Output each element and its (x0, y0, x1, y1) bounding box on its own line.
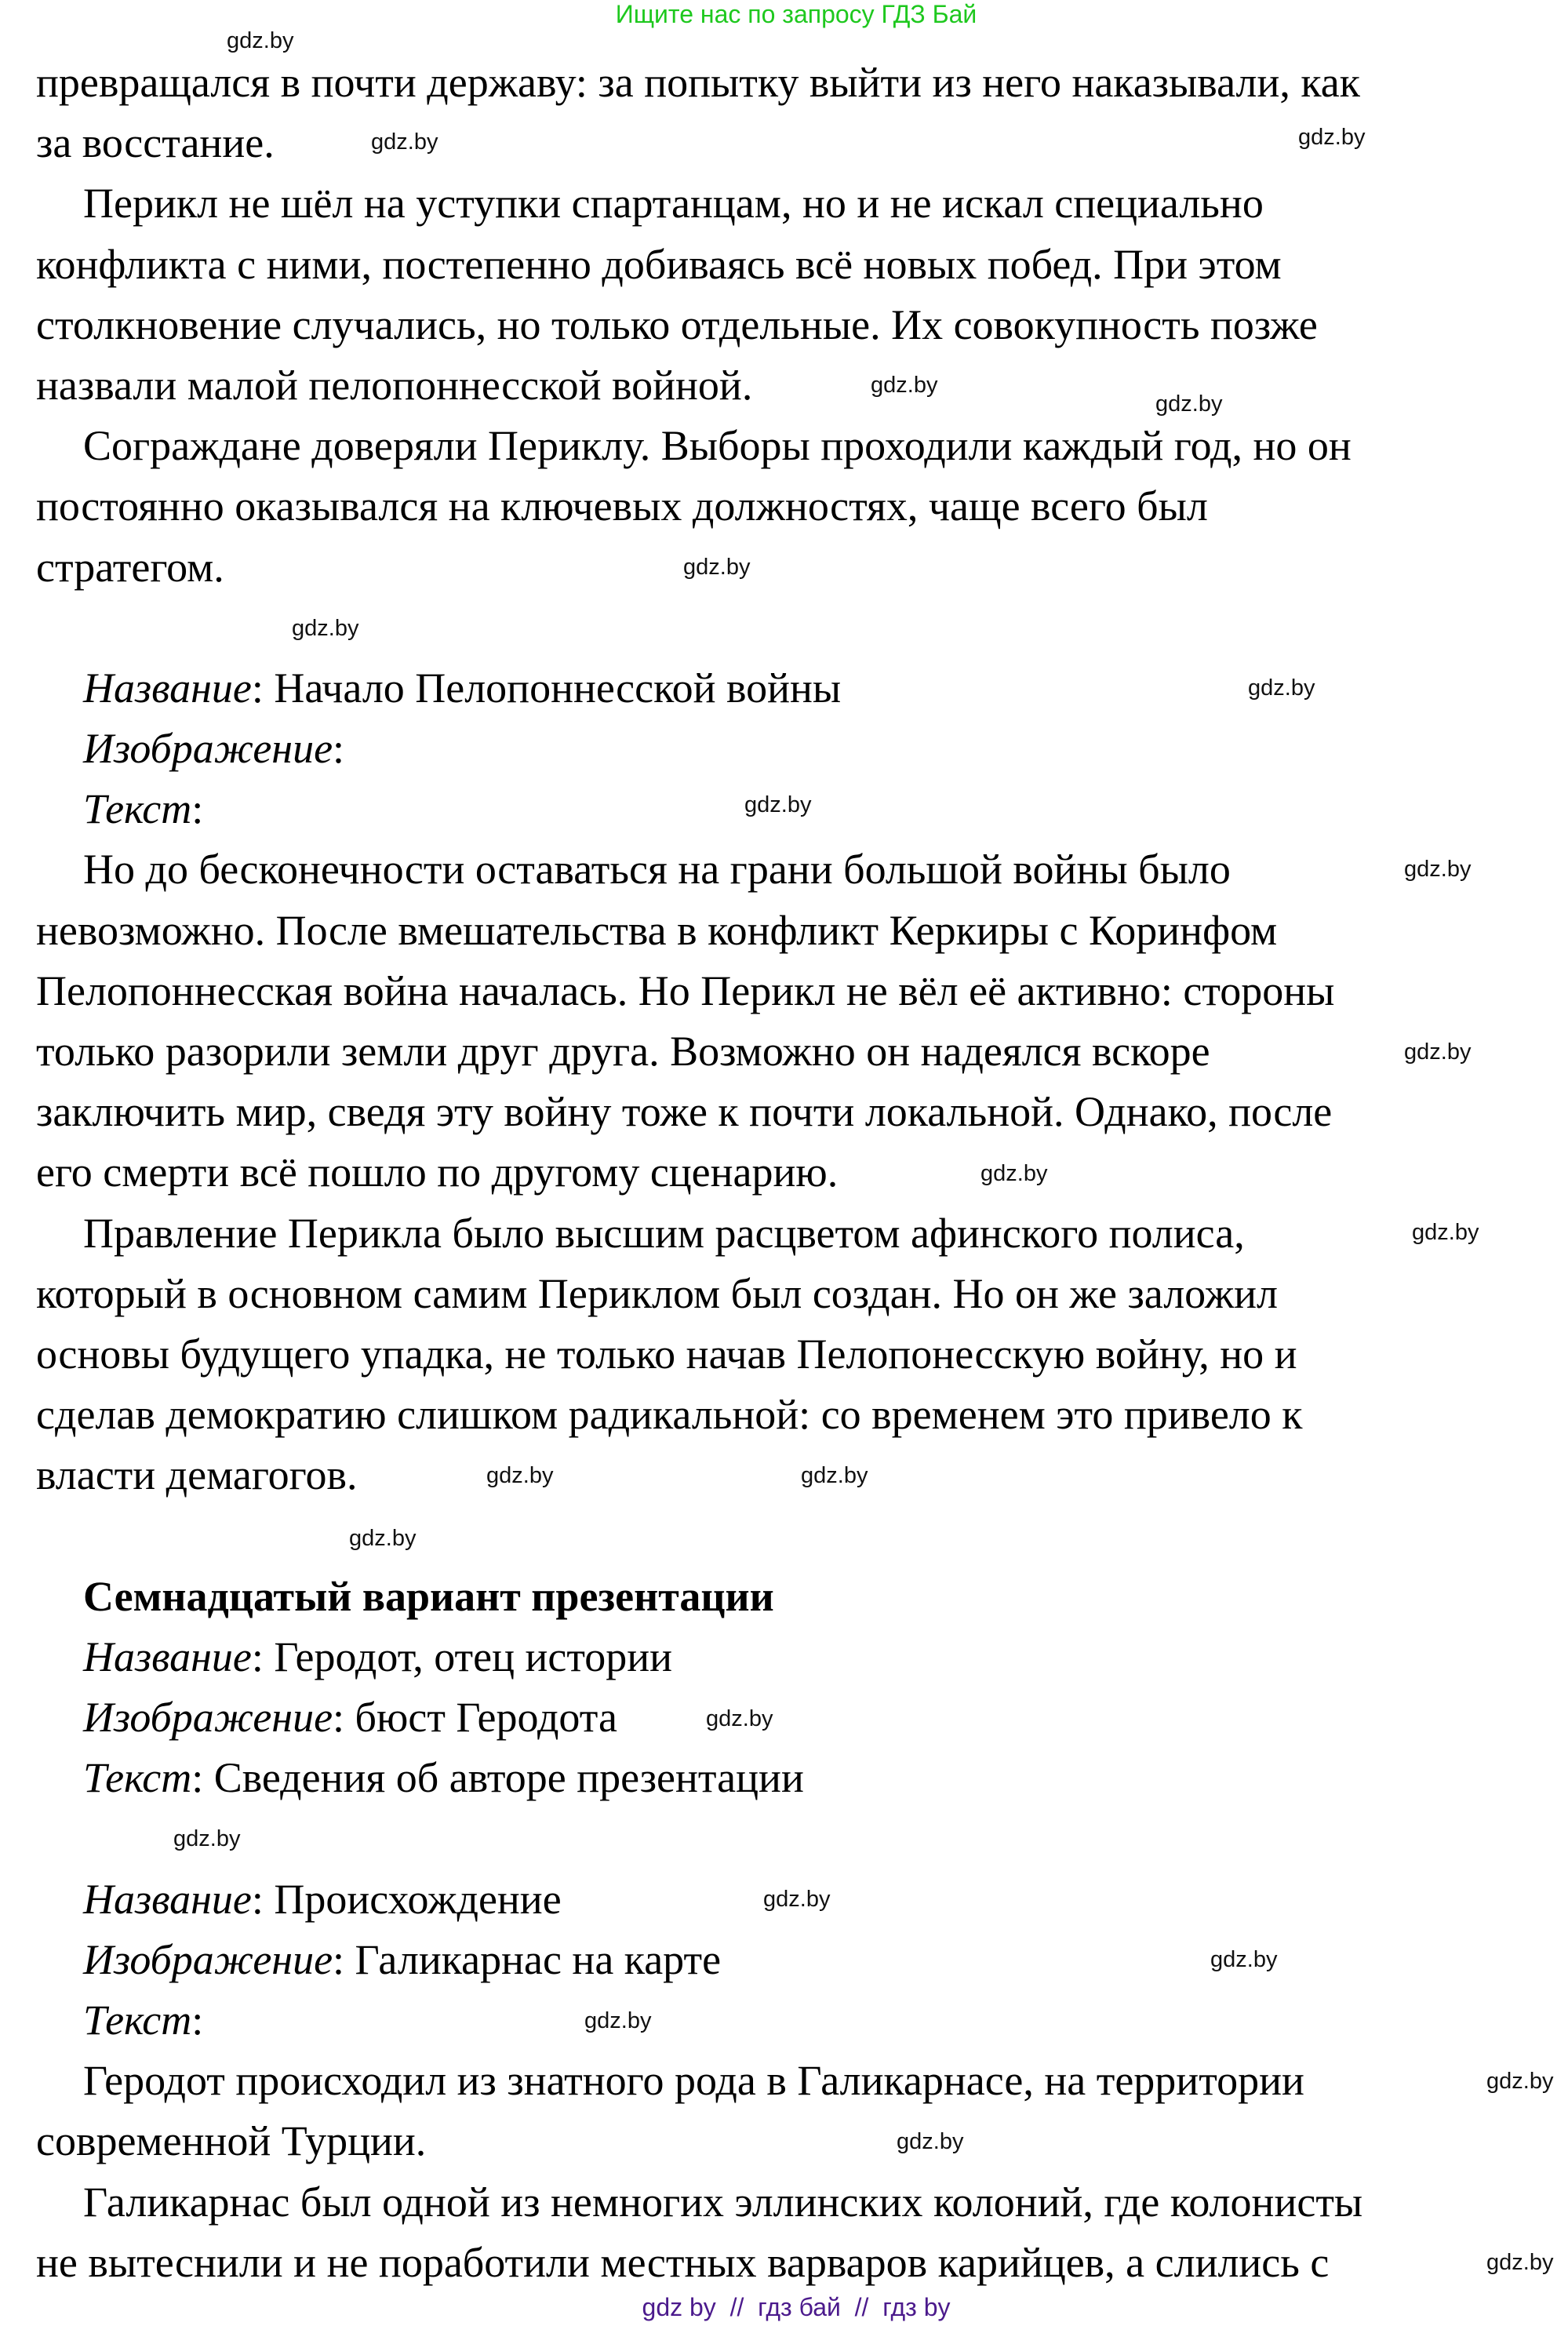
text-line (36, 1082, 1558, 1142)
text-run: не вытеснили и не поработили местных варваров карийцев, а слились с (36, 2238, 1330, 2286)
field-label: Текст (83, 1997, 192, 2044)
text-run: конфликта с ними, постепенно добиваясь всё новых побед. При этом (36, 240, 1282, 288)
watermark: gdz.by (897, 2129, 964, 2154)
text-run: Пелопоннесская война началась. Но Перикл не вёл её активно: стороны (36, 966, 1335, 1014)
text-run: : (333, 725, 345, 773)
watermark: gdz.by (1298, 125, 1366, 150)
text-line (36, 961, 1558, 1021)
text-line (36, 719, 1558, 779)
watermark: gdz.by (1404, 857, 1472, 882)
watermark: gdz.by (706, 1706, 773, 1731)
watermark: gdz.by (1486, 2250, 1554, 2275)
text-line (36, 53, 1558, 113)
text-line (36, 355, 1558, 416)
watermark: gdz.by (371, 129, 438, 155)
watermark: gdz.by (173, 1826, 241, 1851)
text-line (36, 2111, 1558, 2171)
text-line (36, 658, 1558, 719)
text-run: который в основном самим Периклом был создан. Но он же заложил (36, 1269, 1278, 1317)
field-label: Изображение (83, 1694, 333, 1742)
text-line (36, 1142, 1558, 1203)
text-line (36, 1385, 1558, 1445)
watermark: gdz.by (683, 555, 751, 580)
text-line (36, 1990, 1558, 2051)
text-run: Геродот происходил из знатного рода в Галикарнасе, на территории (83, 2057, 1304, 2105)
text-line (36, 537, 1558, 598)
text-run: : Геродот, отец истории (251, 1633, 673, 1680)
text-line (36, 1687, 1558, 1748)
text-run: : Начало Пелопоннесской войны (251, 664, 842, 712)
text-run: : Происхождение (251, 1875, 562, 1923)
text-run: его смерти всё пошло по другому сценарию. (36, 1148, 839, 1196)
watermark: gdz.by (801, 1463, 868, 1488)
text-line (36, 1324, 1558, 1385)
text-run: : Сведения об авторе презентации (191, 1754, 804, 1802)
field-label: Изображение (83, 1935, 333, 1983)
text-line (36, 901, 1558, 961)
text-run: за восстание. (36, 119, 275, 167)
text-run: заключить мир, сведя эту войну тоже к почти локальной. Однако, после (36, 1088, 1333, 1136)
text-run: назвали малой пелопоннесской войной. (36, 361, 753, 409)
text-line (36, 173, 1558, 234)
text-run: превращался в почти державу: за попытку выйти из него наказывали, как (36, 59, 1361, 106)
watermark: gdz.by (980, 1161, 1048, 1186)
text-run: : бюст Геродота (333, 1694, 617, 1742)
blank-line (36, 598, 1558, 658)
watermark: gdz.by (1412, 1220, 1479, 1245)
text-run: невозможно. После вмешательства в конфликт Керкиры с Коринфом (36, 906, 1278, 954)
watermark: gdz.by (227, 28, 294, 53)
text-line (36, 2172, 1558, 2233)
section-heading: Семнадцатый вариант презентации (83, 1572, 774, 1620)
text-line (36, 1567, 1558, 1627)
text-line (36, 2233, 1558, 2293)
watermark: gdz.by (1155, 391, 1223, 417)
text-run: сделав демократию слишком радикальной: со временем это привело к (36, 1391, 1303, 1439)
text-line (36, 1021, 1558, 1082)
text-run: Перикл не шёл на уступки спартанцам, но и не искал специально (83, 180, 1264, 228)
text-line (36, 839, 1558, 900)
watermark: gdz.by (871, 373, 938, 398)
watermark: gdz.by (1486, 2069, 1554, 2094)
watermark: gdz.by (584, 2008, 652, 2033)
blank-line (36, 1808, 1558, 1869)
field-label: Текст (83, 1754, 192, 1802)
watermark: gdz.by (349, 1526, 417, 1551)
text-line (36, 235, 1558, 295)
text-line (36, 1748, 1558, 1808)
footer-links: gdz by // гдз бай // гдз by (642, 2293, 951, 2321)
text-line (36, 1445, 1558, 1505)
field-label: Текст (83, 785, 192, 833)
text-run: Правление Перикла было высшим расцветом афинского полиса, (83, 1209, 1245, 1257)
watermark: gdz.by (1404, 1039, 1472, 1065)
watermark: gdz.by (763, 1887, 831, 1912)
text-run: основы будущего упадка, не только начав Пелопонесскую войну, но и (36, 1330, 1297, 1378)
text-line (36, 1264, 1558, 1324)
text-run: власти демагогов. (36, 1451, 358, 1499)
text-run: стратегом. (36, 543, 224, 591)
document-body (36, 53, 1558, 2293)
text-line (36, 295, 1558, 355)
blank-line (36, 1506, 1558, 1567)
text-run: только разорили земли друг друга. Возможно он надеялся вскоре (36, 1028, 1210, 1075)
text-run: современной Турции. (36, 2117, 427, 2165)
text-run: : (191, 1997, 204, 2044)
watermark: gdz.by (292, 616, 359, 641)
field-label: Название (83, 1633, 252, 1680)
text-run: : (191, 785, 204, 833)
text-run: Сограждане доверяли Периклу. Выборы проходили каждый год, но он (83, 422, 1352, 470)
text-line (36, 1203, 1558, 1264)
text-run: Но до бесконечности оставаться на грани большой войны было (83, 846, 1231, 894)
text-run: Галикарнас был одной из немногих эллинских колоний, где колонисты (83, 2178, 1363, 2226)
field-label: Название (83, 664, 252, 712)
text-run: столкновение случались, но только отдельные. Их совокупность позже (36, 300, 1318, 348)
field-label: Изображение (83, 725, 333, 773)
site-banner: Ищите нас по запросу ГДЗ Бай (615, 0, 977, 28)
text-line (36, 416, 1558, 476)
text-line (36, 2051, 1558, 2111)
text-line (36, 476, 1558, 537)
text-line (36, 1930, 1558, 1990)
text-line (36, 1627, 1558, 1687)
text-run: постоянно оказывался на ключевых должностях, чаще всего был (36, 482, 1208, 530)
watermark: gdz.by (744, 792, 812, 817)
watermark: gdz.by (1210, 1947, 1278, 1972)
text-run: : Галикарнас на карте (333, 1935, 722, 1983)
watermark: gdz.by (1248, 675, 1315, 701)
watermark: gdz.by (486, 1463, 554, 1488)
field-label: Название (83, 1875, 252, 1923)
